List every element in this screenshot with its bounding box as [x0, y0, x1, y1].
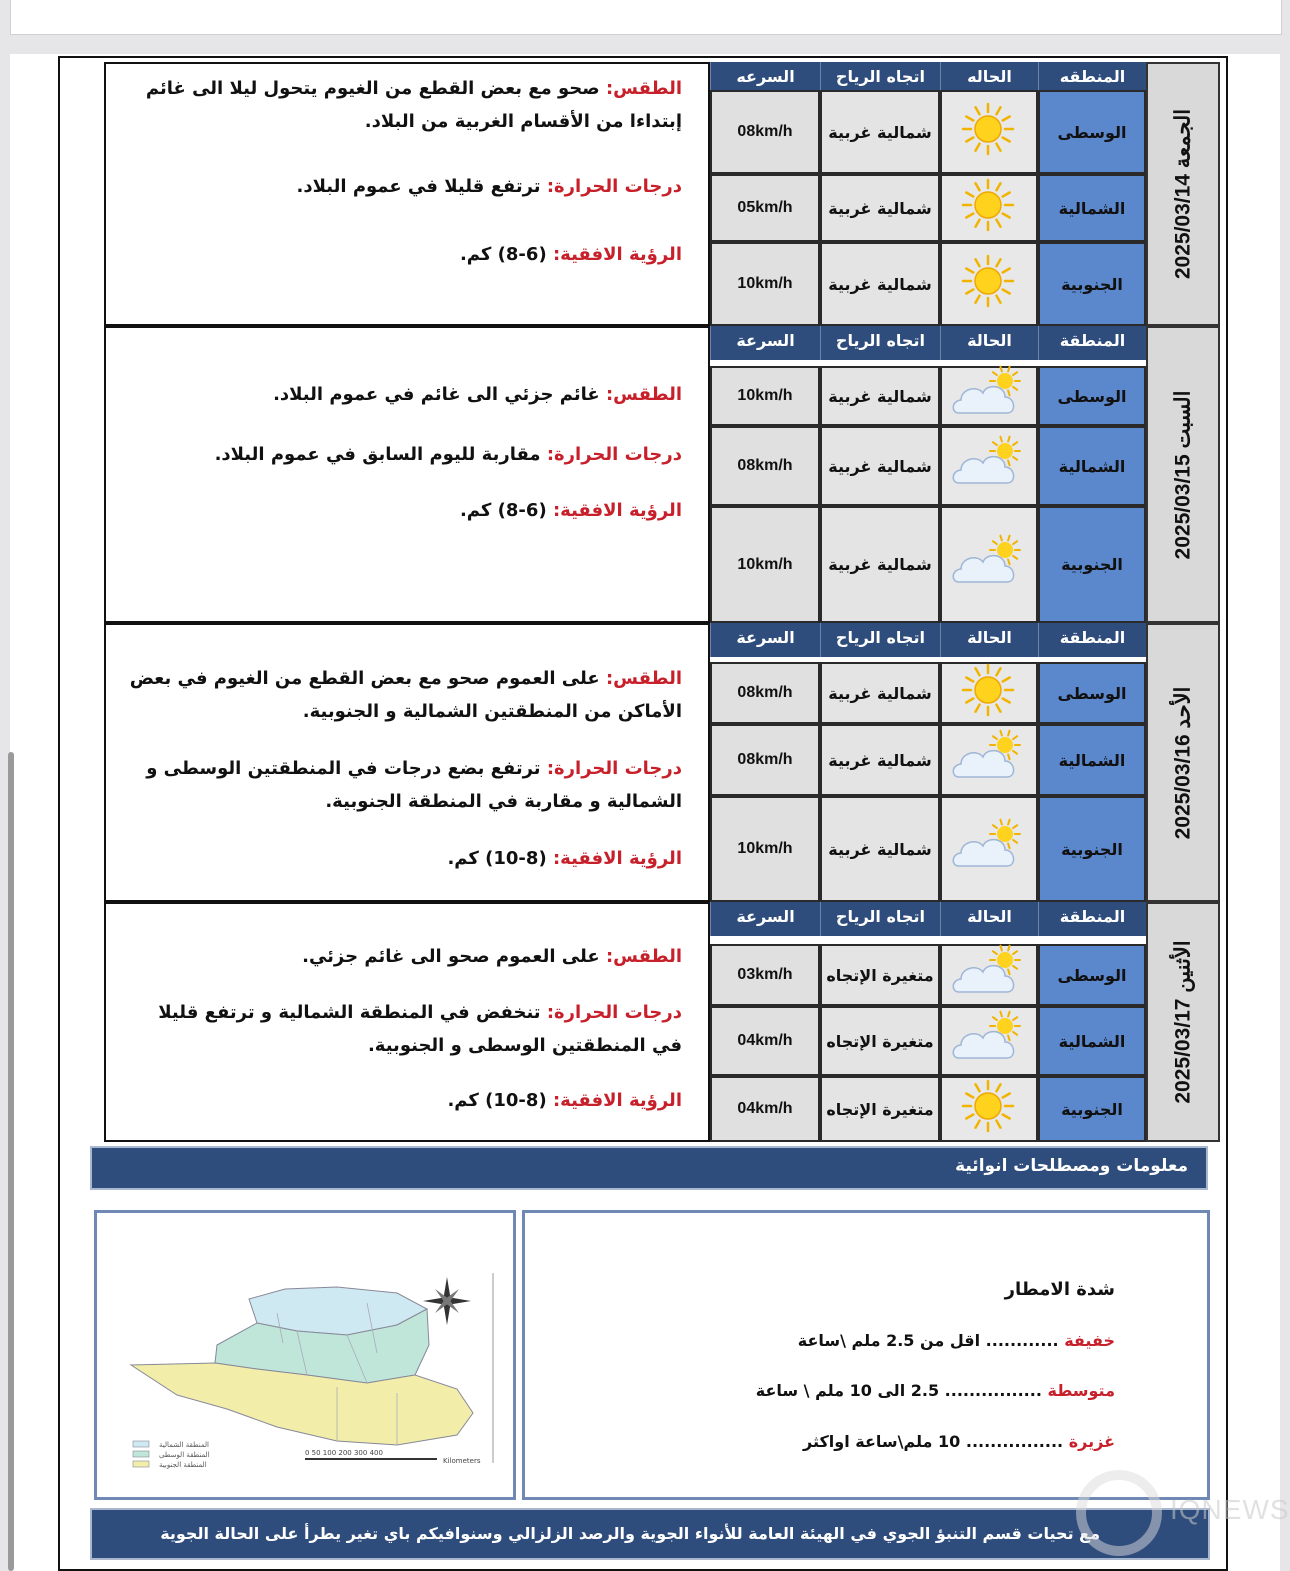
day-date: الأحد 2025/03/16 — [1171, 686, 1195, 839]
visibility-line: الرؤية الافقية: (6-8) كم. — [459, 244, 682, 265]
direction-cell: شمالية غربية — [820, 426, 940, 506]
state-cell — [940, 506, 1038, 623]
direction-cell: شمالية غربية — [820, 366, 940, 426]
weather-line: الطقس: صحو مع بعض القطع من الغيوم يتحول ليلا الى غائم إبتداءا من الأقسام الغربية من البلاد. — [145, 78, 682, 132]
header-state: الحاله — [940, 62, 1038, 96]
table-row — [710, 1006, 1146, 1076]
speed-cell: 10km/h — [710, 366, 820, 426]
compass-rose-icon — [423, 1277, 471, 1325]
day-date-cell — [1146, 326, 1220, 623]
region-cell: الوسطى — [1038, 90, 1146, 174]
forecast-day — [104, 902, 1220, 1142]
visibility-line: الرؤية الافقية: (8-10) كم. — [447, 848, 682, 869]
info-bar — [90, 1146, 1208, 1190]
regions-map-box — [94, 1210, 516, 1500]
direction-cell: متغيرة الإتجاه — [820, 1006, 940, 1076]
day-date-cell — [1146, 623, 1220, 902]
temperature-line: درجات الحرارة: مقاربة لليوم السابق في عموم البلاد. — [214, 444, 682, 465]
header-state: الحالة — [940, 326, 1038, 360]
table-header — [710, 326, 1146, 360]
temperature-line: درجات الحرارة: ترتفع بضع درجات في المنطقتين الوسطى و الشمالية و مقاربة في المنطقة الجنوبية. — [146, 758, 682, 812]
region-cell: الوسطى — [1038, 662, 1146, 724]
sun-icon — [958, 1078, 1020, 1140]
rain-title: شدة الامطار — [1004, 1279, 1115, 1300]
day-description — [104, 62, 710, 326]
weather-line: الطقس: على العموم صحو الى غائم جزئي. — [302, 946, 682, 967]
temperature-line: درجات الحرارة: تنخفض في المنطقة الشمالية و ترتفع قليلا في المنطقتين الوسطى و الجنوبية. — [158, 1002, 682, 1056]
table-row — [710, 662, 1146, 724]
speed-cell: 04km/h — [710, 1076, 820, 1142]
state-cell — [940, 944, 1038, 1006]
iraq-regions-map — [97, 1213, 513, 1497]
watermark-text: IQNEWS — [1170, 1494, 1290, 1525]
footer-bar — [90, 1508, 1210, 1560]
speed-cell: 05km/h — [710, 174, 820, 242]
header-region: المنطقه — [1038, 62, 1146, 96]
partly-cloudy-icon — [949, 944, 1029, 1006]
region-cell: الجنوبية — [1038, 1076, 1146, 1142]
day-date-cell — [1146, 62, 1220, 326]
map-scale: 0 50 100 200 300 400 — [305, 1449, 383, 1457]
header-speed: السرعة — [710, 623, 820, 657]
header-state: الحالة — [940, 902, 1038, 936]
speed-cell: 10km/h — [710, 506, 820, 623]
state-cell — [940, 174, 1038, 242]
direction-cell: شمالية غربية — [820, 90, 940, 174]
region-table — [710, 326, 1146, 623]
footer-text: مع تحيات قسم التنبؤ الجوي في الهيئة العامة للأنواء الجوية والرصد الزلزالي وسنوافيكم باي تغير يطرأ على الحالة الجوية — [160, 1524, 1100, 1543]
region-cell: الجنوبية — [1038, 796, 1146, 902]
header-direction: اتجاه الرياح — [820, 62, 940, 96]
region-cell: الشمالية — [1038, 426, 1146, 506]
speed-cell: 08km/h — [710, 90, 820, 174]
table-header — [710, 623, 1146, 657]
table-row — [710, 944, 1146, 1006]
table-row — [710, 506, 1146, 623]
forecast-day — [104, 326, 1220, 623]
direction-cell: شمالية غربية — [820, 242, 940, 326]
direction-cell: شمالية غربية — [820, 796, 940, 902]
weather-line: الطقس: على العموم صحو مع بعض القطع من الغيوم في بعض الأماكن من المنطقتين الشمالية و الجنوبية. — [129, 668, 682, 722]
region-cell: الشمالية — [1038, 1006, 1146, 1076]
speed-cell: 08km/h — [710, 724, 820, 796]
speed-cell: 08km/h — [710, 426, 820, 506]
header-speed: السرعة — [710, 326, 820, 360]
speed-cell: 10km/h — [710, 242, 820, 326]
state-cell — [940, 426, 1038, 506]
speed-cell: 08km/h — [710, 662, 820, 724]
table-header — [710, 902, 1146, 936]
sun-icon — [958, 662, 1020, 724]
state-cell — [940, 90, 1038, 174]
table-row — [710, 1076, 1146, 1142]
day-date: الأثنين 2025/03/17 — [1171, 940, 1195, 1104]
direction-cell: متغيرة الإتجاه — [820, 944, 940, 1006]
state-cell — [940, 662, 1038, 724]
weather-line: الطقس: غائم جزئي الى غائم في عموم البلاد. — [273, 384, 682, 405]
legend-south: المنطقة الجنوبية — [159, 1461, 207, 1469]
day-date: الجمعة 2025/03/14 — [1171, 108, 1195, 280]
partly-cloudy-icon — [949, 1010, 1029, 1072]
table-row — [710, 242, 1146, 326]
header-state: الحالة — [940, 623, 1038, 657]
scrollbar[interactable] — [8, 752, 14, 1571]
header-speed: السرعة — [710, 902, 820, 936]
state-cell — [940, 1006, 1038, 1076]
direction-cell: شمالية غربية — [820, 506, 940, 623]
table-row — [710, 426, 1146, 506]
day-description — [104, 623, 710, 902]
header-region: المنطقة — [1038, 623, 1146, 657]
speed-cell: 04km/h — [710, 1006, 820, 1076]
day-description — [104, 326, 710, 623]
forecast-day — [104, 623, 1220, 902]
region-cell: الجنوبية — [1038, 506, 1146, 623]
direction-cell: شمالية غربية — [820, 174, 940, 242]
day-date-cell — [1146, 902, 1220, 1142]
state-cell — [940, 724, 1038, 796]
sun-icon — [958, 177, 1020, 239]
table-row — [710, 796, 1146, 902]
header-direction: اتجاه الرياح — [820, 326, 940, 360]
direction-cell: شمالية غربية — [820, 724, 940, 796]
direction-cell: متغيرة الإتجاه — [820, 1076, 940, 1142]
forecast-day — [104, 62, 1220, 326]
rain-light: خفيفة ............ اقل من 2.5 ملم \ساعة — [797, 1331, 1115, 1350]
header-region: المنطقة — [1038, 326, 1146, 360]
day-description — [104, 902, 710, 1142]
region-cell: الوسطى — [1038, 944, 1146, 1006]
state-cell — [940, 1076, 1038, 1142]
header-region: المنطقة — [1038, 902, 1146, 936]
table-row — [710, 724, 1146, 796]
state-cell — [940, 242, 1038, 326]
region-table — [710, 62, 1146, 326]
sun-icon — [958, 253, 1020, 315]
rain-medium: متوسطة ................ 2.5 الى 10 ملم \ ساعة — [755, 1381, 1115, 1400]
region-cell: الشمالية — [1038, 174, 1146, 242]
region-cell: الشمالية — [1038, 724, 1146, 796]
partly-cloudy-icon — [949, 534, 1029, 596]
table-row — [710, 366, 1146, 426]
table-row — [710, 90, 1146, 174]
legend-middle: المنطقة الوسطى — [159, 1451, 210, 1459]
header-direction: اتجاه الرياح — [820, 623, 940, 657]
state-cell — [940, 366, 1038, 426]
header-direction: اتجاه الرياح — [820, 902, 940, 936]
info-bar-title: معلومات ومصطلحات انوائية — [955, 1156, 1188, 1176]
partly-cloudy-icon — [949, 435, 1029, 497]
speed-cell: 03km/h — [710, 944, 820, 1006]
temperature-line: درجات الحرارة: ترتفع قليلا في عموم البلاد. — [296, 176, 682, 197]
region-table — [710, 623, 1146, 902]
sun-icon — [958, 101, 1020, 163]
legend-north: المنطقة الشمالية — [159, 1441, 209, 1449]
region-cell: الوسطى — [1038, 366, 1146, 426]
day-date: السبت 2025/03/15 — [1171, 390, 1195, 559]
rain-intensity-box — [522, 1210, 1210, 1500]
map-scale-unit: Kilometers — [443, 1457, 481, 1465]
speed-cell: 10km/h — [710, 796, 820, 902]
direction-cell: شمالية غربية — [820, 662, 940, 724]
header-speed: السرعه — [710, 62, 820, 96]
visibility-line: الرؤية الافقية: (6-8) كم. — [459, 500, 682, 521]
partly-cloudy-icon — [949, 365, 1029, 427]
partly-cloudy-icon — [949, 729, 1029, 791]
visibility-line: الرؤية الافقية: (8-10) كم. — [447, 1090, 682, 1111]
watermark-logo-icon — [1076, 1470, 1162, 1556]
top-strip — [10, 0, 1282, 35]
rain-heavy: غزيرة ................ 10 ملم\ساعة اواكثر — [802, 1432, 1115, 1451]
state-cell — [940, 796, 1038, 902]
region-table — [710, 902, 1146, 1142]
partly-cloudy-icon — [949, 818, 1029, 880]
region-cell: الجنوبية — [1038, 242, 1146, 326]
table-row — [710, 174, 1146, 242]
